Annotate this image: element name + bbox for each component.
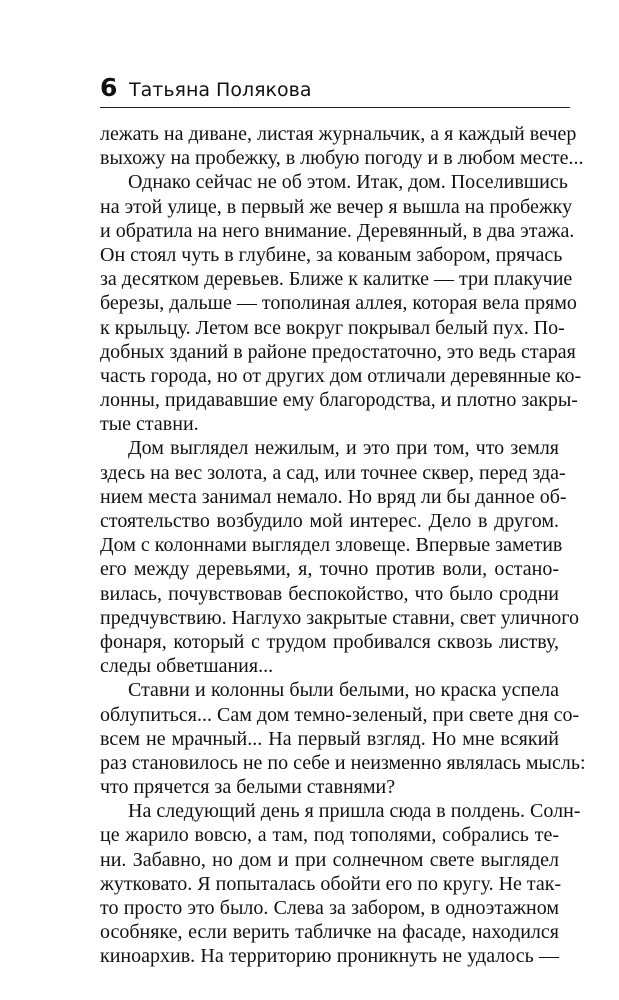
text-line: облупиться... Сам дом темно-зеленый, при свете дня со- (100, 703, 580, 726)
text-line: тые ставни. (100, 413, 199, 436)
text-line: и обратила на него внимание. Деревянный, в два этажа. (100, 219, 575, 242)
text-line: часть города, но от других дом отличали деревянные ко- (100, 364, 582, 387)
text-line: следы обветшания... (100, 655, 274, 678)
text-line: нием места занимал немало. Но вряд ли бы данное об- (100, 485, 567, 508)
text-line: за десятком деревьев. Ближе к калитке — три плакучие (100, 268, 573, 291)
text-line: Однако сейчас не об этом. Итак, дом. Поселившись (128, 171, 568, 194)
text-line: Ставни и колонны были белыми, но краска успела (128, 679, 559, 702)
text-line: киноархив. На территорию проникнуть не удалось — (100, 945, 559, 968)
text-line: Дом с колоннами выглядел зловеще. Впервые заметив (100, 534, 563, 557)
text-line: добных зданий в районе предостаточно, это ведь старая (100, 340, 576, 363)
text-line: жутковато. Я попыталась обойти его по кругу. Не так- (100, 872, 562, 895)
text-line: це жарило вовсю, а там, под тополями, собрались те- (100, 824, 559, 847)
text-line: лонны, придававшие ему благородства, и плотно закры- (100, 389, 578, 412)
text-line: фонаря, который с трудом пробивался сквозь листву, (100, 630, 559, 653)
text-line: предчувствию. Наглухо закрытые ставни, свет уличного (100, 606, 579, 629)
text-line: стоятельство возбудило мой интерес. Дело в другом. (100, 510, 559, 532)
text-line: На следующий день я пришла сюда в полдень. Солн- (128, 800, 581, 823)
text-line: особняке, если верить табличке на фасаде, находился (100, 921, 559, 944)
text-line: лежать на диване, листая журнальчик, а я каждый вечер (100, 123, 577, 145)
header-rule (100, 107, 570, 108)
text-line: выхожу на пробежку, в любую погоду и в любом месте... (100, 147, 584, 170)
text-line: раз становилось не по себе и неизменно являлась мысль: (100, 751, 586, 774)
text-line: то просто это было. Слева за забором, в одноэтажном (100, 897, 559, 919)
text-line: ни. Забавно, но дом и при солнечном свете выглядел (100, 848, 559, 871)
page-number: 6 (100, 73, 118, 102)
text-line: березы, дальше — тополиная аллея, которая вела прямо (100, 292, 577, 315)
text-line: Он стоял чуть в глубине, за кованым забором, прячась (100, 243, 563, 266)
text-line: всем не мрачный... На первый взгляд. Но мне всякий (100, 727, 559, 750)
text-line: Дом выглядел нежилым, и это при том, что земля (128, 437, 559, 460)
text-line: что прячется за белыми ставнями? (100, 776, 396, 799)
text-line: на этой улице, в первый же вечер я вышла на пробежку (100, 195, 573, 218)
book-author: Татьяна Полякова (129, 79, 312, 101)
text-line: здесь на вес золота, а сад, или точнее сквер, перед зда- (100, 461, 566, 484)
text-line: его между деревьями, я, точно против воли, остано- (100, 558, 559, 581)
text-line: к крыльцу. Летом все вокруг покрывал белый пух. По- (100, 316, 565, 339)
text-line: вилась, почувствовав беспокойство, что было сродни (100, 582, 559, 605)
body-text (100, 122, 586, 969)
running-head (100, 70, 570, 106)
